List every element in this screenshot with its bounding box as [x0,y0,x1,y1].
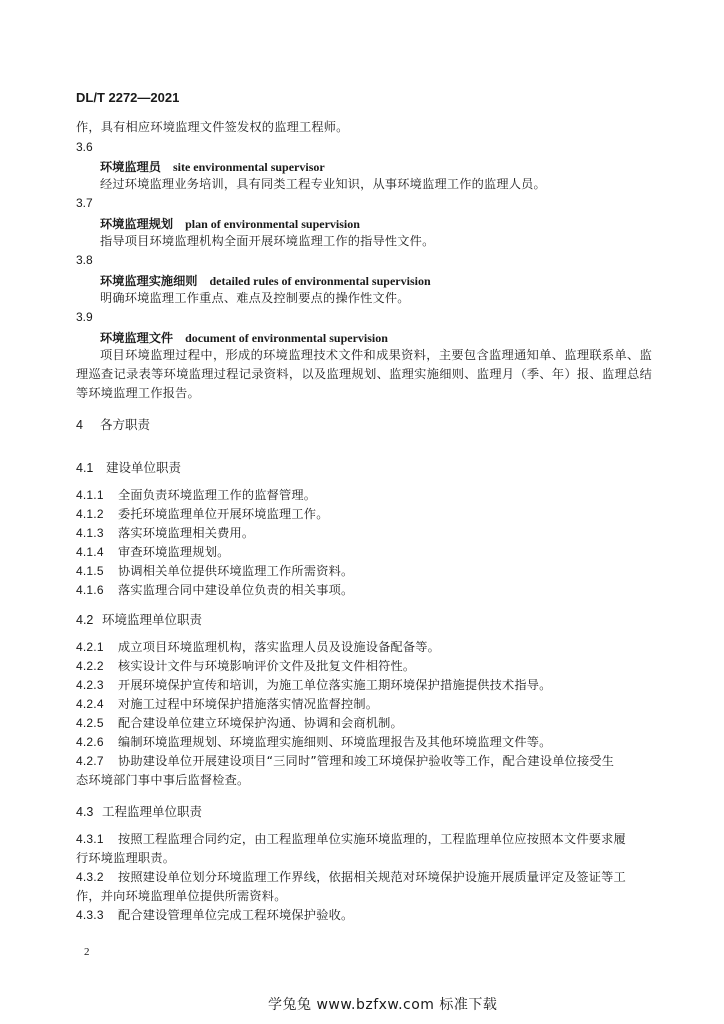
clause-text: 核实设计文件与环境影响评价文件及批复文件相符性。 [118,659,416,673]
clause-text: 按照建设单位划分环境监理工作界线，依据相关规范对环境保护设施开展质量评定及签证等工 [118,870,626,884]
term-cn: 环境监理文件 [100,331,174,345]
term-en: plan of environmental supervision [185,217,360,231]
clause-number: 4.1.4 [76,545,104,559]
subsection-heading [76,610,202,628]
term-number: 3.6 [76,140,93,154]
subsection-number: 4.2 [76,613,94,627]
term-heading [100,213,360,232]
clause-number: 4.1.2 [76,507,104,521]
term-en: document of environmental supervision [185,331,388,345]
term-number: 3.7 [76,196,93,210]
document-code: DL/T 2272—2021 [76,90,180,105]
subsection-title: 环境监理单位职责 [102,612,203,627]
clause-number: 4.2.7 [76,754,104,768]
term-definition: 明确环境监理工作重点、难点及控制要点的操作性文件。 [100,291,410,305]
clause-item [76,830,626,849]
term-heading [100,156,325,175]
clause-item [76,906,626,925]
clause-number: 4.2.5 [76,716,104,730]
clause-number: 4.2.2 [76,659,104,673]
clause-item [76,676,614,695]
term-en: detailed rules of environmental supervision [209,274,431,288]
clause-number: 4.3.3 [76,908,104,922]
subsection-heading [76,458,181,476]
clause-item-continuation: 行环境监理职责。 [76,851,176,865]
term-en: site environmental supervisor [172,160,325,174]
clause-number: 4.1.1 [76,488,104,502]
clause-item [76,733,614,752]
clause-list [76,638,614,790]
footer-watermark-text: 学兔兔 www.bzfxw.com 标准下载 [268,997,498,1013]
clause-number: 4.3.1 [76,832,104,846]
clause-text: 编制环境监理规划、环境监理实施细则、环境监理报告及其他环境监理文件等。 [118,735,552,749]
clause-number: 4.2.6 [76,735,104,749]
clause-text: 委托环境监理单位开展环境监理工作。 [118,507,329,521]
subsection-heading [76,802,202,820]
clause-text: 配合建设单位建立环境保护沟通、协调和会商机制。 [118,716,403,730]
clause-item [76,486,353,505]
clause-text: 成立项目环境监理机构，落实监理人员及设施设备配备等。 [118,640,441,654]
clause-text: 落实环境监理相关费用。 [118,526,255,540]
subsection-number: 4.3 [76,805,94,819]
subsection-title: 工程监理单位职责 [102,804,203,819]
section-number: 4 [76,418,83,432]
term-heading [100,270,431,289]
clause-number: 4.1.6 [76,583,104,597]
clause-number: 4.1.5 [76,564,104,578]
intro-line: 作，具有相应环境监理文件签发权的监理工程师。 [76,120,349,134]
clause-item [76,657,614,676]
clause-item-continuation: 态环境部门事中事后监督检查。 [76,773,250,787]
term-cn: 环境监理规划 [100,217,174,231]
clause-item [76,695,614,714]
section-title: 各方职责 [100,417,151,432]
term-cn: 环境监理实施细则 [100,274,198,288]
clause-text: 对施工过程中环境保护措施落实情况监督控制。 [118,697,379,711]
clause-number: 4.2.3 [76,678,104,692]
term-definition: 项目环境监理过程中，形成的环境监理技术文件和成果资料，主要包含监理通知单、监理联系单、监理巡查记录表等环境监理过程记录资料，以及监理规划、监理实施细则、监理月（季、年）报、监理总结等环境监理工作报告。 [76,348,652,400]
clause-text: 审查环境监理规划。 [118,545,230,559]
page-number: 2 [84,946,90,958]
clause-text: 全面负责环境监理工作的监督管理。 [118,488,317,502]
term-cn: 环境监理员 [100,160,161,174]
clause-list [76,486,353,600]
term-definition: 指导项目环境监理机构全面开展环境监理工作的指导性文件。 [100,234,435,248]
term-heading [100,327,388,346]
clause-item [76,714,614,733]
clause-item [76,868,626,887]
clause-text: 落实监理合同中建设单位负责的相关事项。 [118,583,354,597]
clause-text: 开展环境保护宣传和培训，为施工单位落实施工期环境保护措施提供技术指导。 [118,678,552,692]
clause-list [76,830,626,925]
clause-item [76,581,353,600]
clause-item [76,543,353,562]
subsection-number: 4.1 [76,461,94,475]
clause-text: 协助建设单位开展建设项目“三同时”管理和竣工环境保护验收等工作，配合建设单位接受生 [118,754,615,768]
clause-item [76,562,353,581]
clause-number: 4.2.4 [76,697,104,711]
clause-number: 4.3.2 [76,870,104,884]
clause-item [76,505,353,524]
section-heading [76,415,150,433]
term-number: 3.9 [76,310,93,324]
clause-text: 配合建设管理单位完成工程环境保护验收。 [118,908,354,922]
term-definition: 经过环境监理业务培训，具有同类工程专业知识，从事环境监理工作的监理人员。 [100,177,546,191]
clause-text: 协调相关单位提供环境监理工作所需资料。 [118,564,354,578]
clause-item [76,638,614,657]
clause-number: 4.1.3 [76,526,104,540]
clause-number: 4.2.1 [76,640,104,654]
clause-text: 按照工程监理合同约定，由工程监理单位实施环境监理的，工程监理单位应按照本文件要求履 [118,832,626,846]
clause-item [76,752,614,771]
clause-item [76,524,353,543]
subsection-title: 建设单位职责 [106,460,182,475]
term-number: 3.8 [76,253,93,267]
clause-item-continuation: 作，并向环境监理单位提供所需资料。 [76,889,287,903]
